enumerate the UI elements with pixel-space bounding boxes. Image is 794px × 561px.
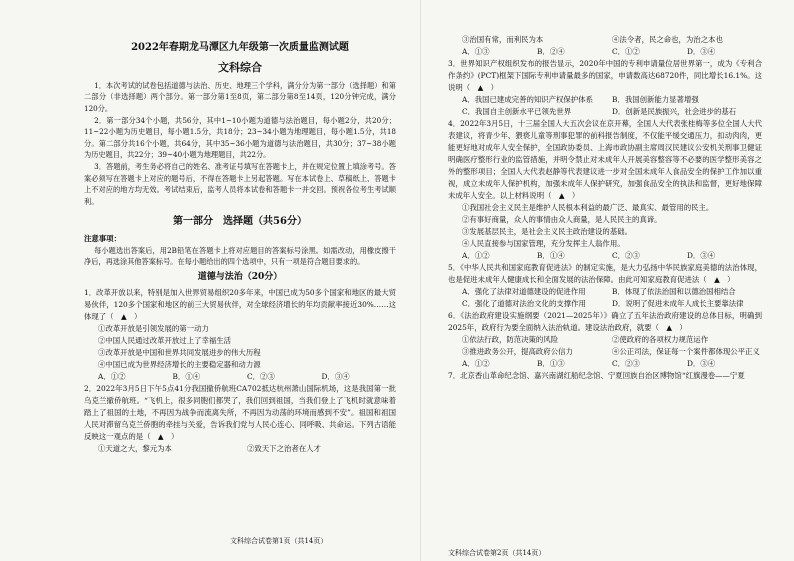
question-option: A．强化了法律对道德建设的促进作用	[462, 286, 586, 296]
answer-choice: D．③④	[687, 250, 716, 260]
question-options	[448, 34, 762, 46]
page-fold-line	[420, 0, 421, 561]
question-stem: 6．《法治政府建设实施纲要（2021—2025年）》确立了五年法治政府建设的总体目标，明确到2025年，政府行为要全面纳入法治轨道。建设法治政府，就要（ ▲ ）	[448, 310, 762, 332]
part-one-heading: 第一部分 选择题（共56分）	[173, 215, 307, 227]
question-option: ④法令者，民之命也，为治之本也	[612, 35, 723, 44]
question-option: ④中国已成为世界经济增长的主要稳定器和动力源	[98, 359, 261, 369]
question-1	[84, 287, 396, 383]
notes-text: 每小题选出答案后，用2B铅笔在答题卡上将对应题目的答案标号涂黑。如需改动，用橡皮擦干净后，再选涂其他答案标号。在每小题给出的四个选项中，只有一项是符合题目要求的。	[84, 245, 396, 267]
notes	[84, 233, 396, 268]
instructions	[84, 80, 396, 208]
answer-choices	[448, 250, 762, 262]
answer-choice: D．③④	[321, 371, 350, 381]
question-stem: 5．《中华人民共和国家庭教育促进法》的制定实施，是大力弘扬中华民族家庭美德的法治体现，也是促进未成年人健康成长和全面发展的法治保障。由此可知家庭教育促进法（ ▲ ）	[448, 262, 762, 284]
question-option: ①依法行政，防范决策的风险	[462, 334, 559, 344]
answer-choice: D．③④	[687, 358, 716, 368]
question-option: ④公正司法，保证每一个案件都体现公平正义	[612, 346, 760, 356]
question-stem: 7．北京香山革命纪念馆、嘉兴南湖红船纪念馆、宁夏回族自治区博物馆“红旗漫卷——宁夏	[448, 370, 745, 380]
notes-heading: 注意事项：	[84, 234, 121, 244]
question-stem: 1．改革开放以来，特别是加入世界贸易组织20多年来，中国已成为50多个国家和地区的最大贸易伙伴，120多个国家和地区的前三大贸易伙伴，对全球经济增长的年均贡献率接近30%……这体现了（ ▲ ）	[84, 287, 396, 321]
question-option: ③改革开放是中国和世界共同发展进步的伟大历程	[98, 347, 261, 357]
question-7	[448, 370, 762, 382]
answer-choice: B．①③	[537, 358, 565, 368]
question-options	[448, 286, 762, 310]
question-option: A．我国已建成完善的知识产权保护体系	[462, 94, 593, 104]
subject-heading: 道德与法治（20分）	[197, 272, 283, 283]
question-option: ②使政府的各项权力规范运作	[612, 334, 709, 344]
answer-choice: A．①③	[462, 46, 490, 56]
right-page	[448, 0, 762, 561]
question-option: D．创新是民族振兴，社会进步的基石	[612, 106, 737, 116]
answer-choice: D．③④	[687, 46, 716, 56]
answer-choices	[448, 358, 762, 370]
question-2	[84, 383, 396, 455]
answer-choice: A．①②	[462, 358, 490, 368]
answer-choice: B．①④	[172, 371, 201, 381]
answer-choice: A．①②	[462, 250, 490, 260]
answer-choice: A．①②	[98, 371, 126, 381]
exam-title: 2022年春期龙马潭区九年级第一次质量监测试题	[131, 42, 349, 53]
answer-choice: C．②③	[612, 250, 640, 260]
page-footer: 文科综合试卷第2页（共14页）	[448, 549, 546, 557]
answer-choice: B．①④	[537, 250, 565, 260]
instruction-item: 3．答题前，考生务必将自己的姓名、准考证号填写在答题卡上，并在规定位置上填涂考号。答案必须写在答题卡上对应的题号后，不得在答题卡上另起答题。写在本试卷上、草稿纸上、答题卡上不对应的地方均无效。考试结束后，监考人员将本试卷和答题卡一并交回。预祝各位考生考试顺利。	[84, 162, 396, 207]
page-footer: 文科综合试卷第1页（共14页）	[230, 537, 328, 545]
question-6	[448, 310, 762, 370]
question-option: ④人民直接参与国家管理，充分发挥主人翁作用。	[462, 238, 625, 248]
question-option: ②致天下之治者在人才	[247, 443, 321, 453]
question-stem: 2．2022年3月5日下午5点41分我国撤侨航班CA702抵达杭州萧山国际机场，这是我国第一批乌克兰撤侨航班。“飞机上，很多同胞们都哭了，我们回到祖国，当我们登上了飞机时就意味着踏上了祖国的土地，不再因为战争而流离失所，不再因为动荡的环境而感到不安”。祖国和祖国人民对滞留乌克兰侨胞的牵挂与关爱，告诉我们党与人民心连心、同呼吸、共命运。下列古语能反映这一观点的是（ ▲ ）	[84, 383, 396, 441]
question-option: ③治国有常，而利民为本	[462, 35, 544, 44]
question-options	[448, 334, 762, 358]
question-options	[84, 443, 396, 455]
question-option: B．我国创新能力显著增强	[612, 94, 699, 104]
question-option: ①天道之大，黎元为本	[98, 443, 172, 453]
answer-choices	[448, 46, 762, 58]
question-option: ③推进政务公开，提高政府公信力	[462, 346, 573, 356]
question-option: ③发展基层民主，是社会主义民主政治建设的基础。	[462, 226, 632, 236]
question-stem: 3．世界知识产权组织发布的报告显示，2020年中国的专利申请量位居世界第一，成为《专利合作条约》(PCT)框架下国际专利申请量最多的国家，申请数高达68720件，同比增长16.1%。这说明（ ▲ ）	[448, 58, 762, 92]
answer-choice: B．②④	[537, 46, 565, 56]
answer-choice: C．②③	[247, 371, 275, 381]
question-stem: 4．2022年3月5日，十三届全国人大五次会议在京开幕，全国人大代表张桂梅等多位全国人大代表建议，将青少年、猥亵儿童等刑事犯罪的前科报告制度，不仅能平缓交通压力，扣动肉肉，更能更好地对成年人安全保护，全国政协委员、上海市政协副主席周汉民建议公安机关刑事卫健证明确医疗整形行业的监管措施，并明令禁止对未成年人开展美容整容等不必要的医学整形美容之外的整形项目；全国人大代表赵静等代表建议进一步对全国未成年人食品安全的保护工作加以重视，成立未成年人保护机构，加强未成年人保护研究，加强食品安全的执法和监督，更好地保障未成年人安全。以上材料说明（ ▲ ）	[448, 118, 762, 200]
question-option: ②有事好商量，众人的事情由众人商量，是人民民主的真谛。	[462, 214, 662, 224]
question-2-continued	[448, 34, 762, 58]
question-4	[448, 118, 762, 262]
question-3	[448, 58, 762, 118]
question-option: ①我国社会主义民主是维护人民根本利益的最广泛、最真实、最管用的民主。	[462, 202, 714, 212]
answer-choices	[84, 371, 396, 383]
question-option: C．强化了道德对法治文化的支撑作用	[462, 298, 586, 308]
instruction-item: 1．本次考试的试卷包括道德与法治、历史、地理三个学科，满分分为第一部分（选择题）和第二部分（非选择题）两个部分。第一部分第1至8页，第二部分第8至14页，120分钟完成，满分120分。	[84, 80, 396, 113]
question-options	[448, 94, 762, 118]
answer-choice: C．②③	[612, 358, 640, 368]
question-5	[448, 262, 762, 310]
answer-choice: C．①②	[612, 46, 640, 56]
exam-subject-title: 文科综合	[218, 60, 262, 74]
question-option: B．体现了依法治国和以德治国相结合	[612, 286, 736, 296]
question-option: ①改革开放是引领发展的第一动力	[98, 323, 209, 333]
question-option: C．我国自主创新水平已领先世界	[462, 106, 572, 116]
instruction-item: 2．第一部分34个小题，共56分，其中1~10小题为道德与法治题目，每小题2分，共20分；11~22小题为历史题目，每小题1.5分，共18分；23~34小题为地理题目，每小题1.5分，共18分。第二部分共16个小题，共64分，其中35~36小题为道德与法治题目，共30分；37~38小题为历史题目，共22分；39~40小题为地理题目，共22分。	[84, 115, 396, 160]
left-page	[84, 0, 396, 561]
question-option: D．说明了促进未成年人成长主要靠法律	[612, 298, 744, 308]
question-option: ②中国人民通过改革开放过上了幸福生活	[98, 335, 232, 345]
